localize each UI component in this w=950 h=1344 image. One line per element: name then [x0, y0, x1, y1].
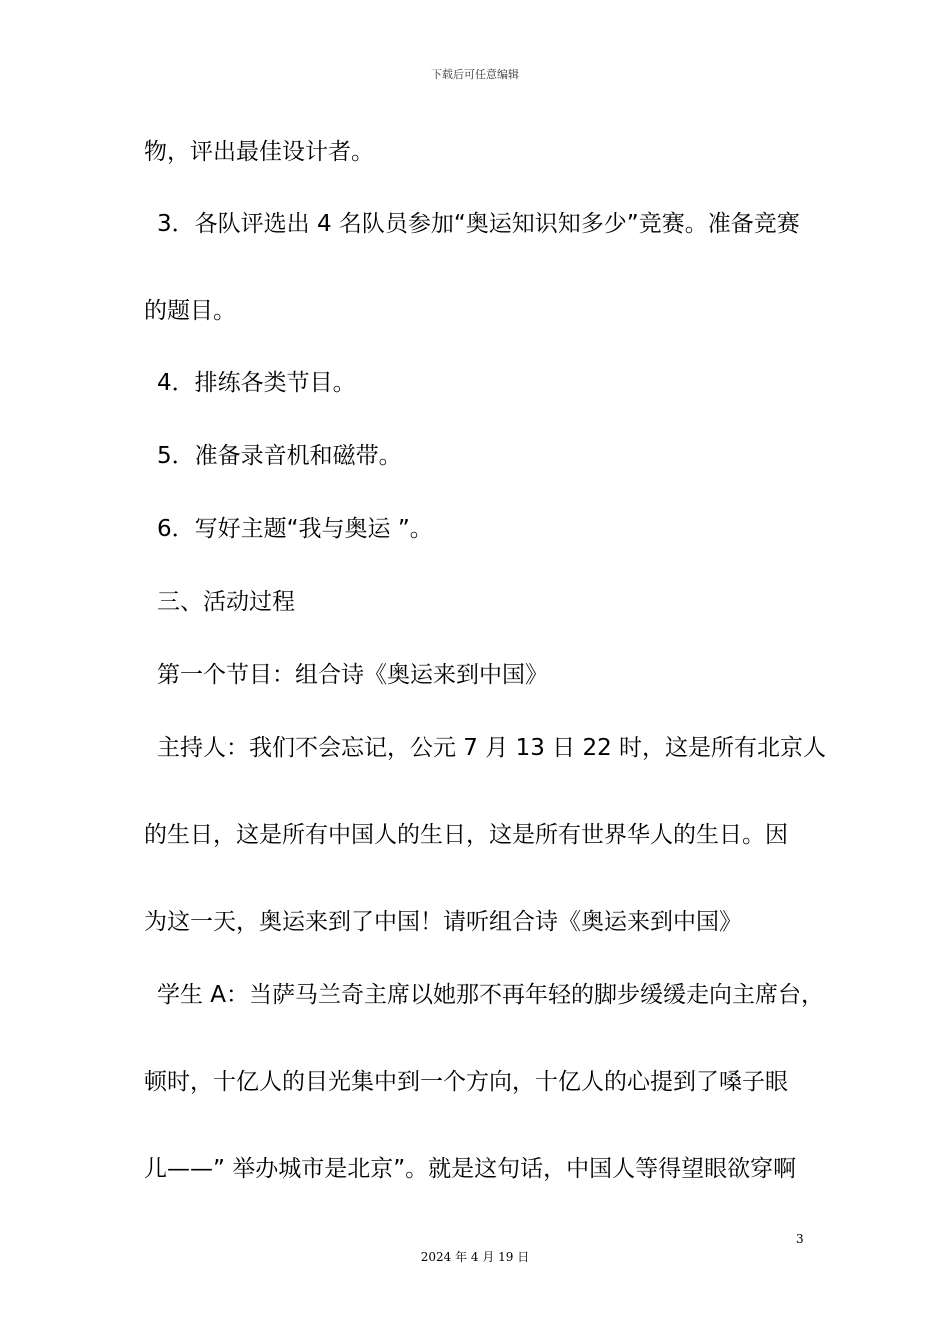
list-item-4: 4．排练各类节目。 — [157, 370, 356, 396]
paragraph-line: 为这一天，奥运来到了中国！请听组合诗《奥运来到中国》 — [144, 909, 742, 935]
list-item-6: 6．写好主题“我与奥运 ”。 — [157, 516, 433, 542]
list-item-5: 5．准备录音机和磁带。 — [157, 443, 402, 469]
paragraph-line: 的题目。 — [144, 298, 236, 324]
paragraph-line: 的生日，这是所有中国人的生日，这是所有世界华人的生日。因 — [144, 822, 788, 848]
page-header-note: 下载后可任意编辑 — [431, 68, 519, 81]
list-item-3: 3．各队评选出 4 名队员参加“奥运知识知多少”竞赛。准备竞赛 — [157, 211, 800, 237]
footer-date: 2024 年 4 月 19 日 — [420, 1250, 530, 1264]
page-number: 3 — [796, 1232, 804, 1246]
section-heading: 三、活动过程 — [157, 589, 295, 615]
paragraph-line: 顿时，十亿人的目光集中到一个方向，十亿人的心提到了嗓子眼 — [144, 1069, 788, 1095]
program-heading: 第一个节目：组合诗《奥运来到中国》 — [157, 662, 548, 688]
paragraph-line: 儿——” 举办城市是北京”。就是这句话，中国人等得望眼欲穿啊 — [144, 1156, 797, 1182]
paragraph-line: 物，评出最佳设计者。 — [144, 139, 374, 165]
paragraph-line: 主持人：我们不会忘记，公元 7 月 13 日 22 时，这是所有北京人 — [157, 735, 827, 761]
paragraph-line: 学生 A：当萨马兰奇主席以她那不再年轻的脚步缓缓走向主席台， — [157, 982, 825, 1008]
